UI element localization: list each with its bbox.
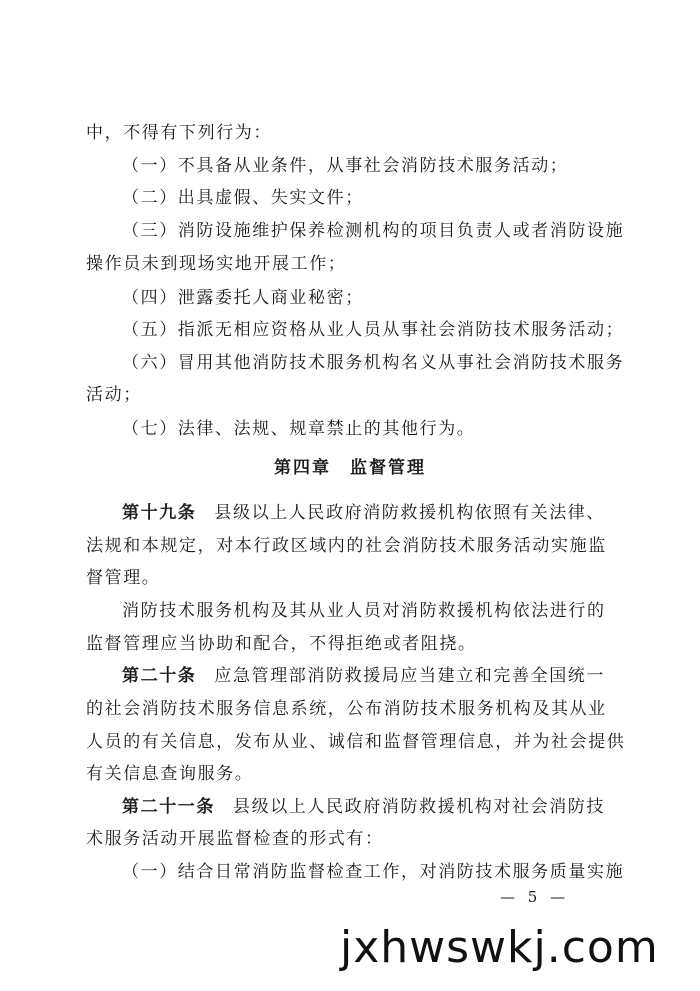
page-number: — 5 — (500, 888, 570, 906)
article-text: 应急管理部消防救援局应当建立和完善全国统一 (214, 666, 606, 686)
text-line: 活动； (86, 385, 142, 405)
text-line: 人员的有关信息，发布从业、诚信和监督管理信息，并为社会提供 (86, 732, 626, 752)
text-line: 操作员未到现场实地开展工作； (86, 254, 347, 274)
article-label: 第二十条 (122, 666, 197, 686)
text-line: 监督管理应当协助和配合，不得拒绝或者阻挠。 (86, 634, 477, 654)
list-item: （五）指派无相应资格从业人员从事社会消防技术服务活动； (122, 320, 625, 340)
list-item: （二）出具虚假、失实文件； (122, 188, 364, 208)
article-21-first-line (122, 796, 700, 818)
text-line: 法规和本规定，对本行政区域内的社会消防技术服务活动实施监 (86, 536, 607, 556)
list-item: （六）冒用其他消防技术服务机构名义从事社会消防技术服务 (122, 353, 625, 373)
text-line: 消防技术服务机构及其从业人员对消防救援机构依法进行的 (122, 601, 606, 621)
chapter-title: 第四章 监督管理 (274, 458, 426, 478)
text-line: 术服务活动开展监督检查的形式有： (86, 829, 384, 849)
list-item: （七）法律、法规、规章禁止的其他行为。 (122, 419, 476, 439)
article-20-first-line (122, 665, 700, 687)
text-line: 有关信息查询服务。 (86, 764, 254, 784)
article-label: 第十九条 (122, 503, 197, 523)
article-19-first-line (122, 502, 700, 524)
list-item: （一）不具备从业条件，从事社会消防技术服务活动； (122, 156, 569, 176)
article-text: 县级以上人民政府消防救援机构依照有关法律、 (214, 503, 606, 523)
list-item: （四）泄露委托人商业秘密； (122, 288, 364, 308)
list-item: （一）结合日常消防监督检查工作，对消防技术服务质量实施 (122, 862, 625, 882)
article-text: 县级以上人民政府消防救援机构对社会消防技 (233, 797, 605, 817)
article-label: 第二十一条 (122, 797, 215, 817)
text-line: 中，不得有下列行为： (86, 123, 272, 143)
list-item: （三）消防设施维护保养检测机构的项目负责人或者消防设施 (122, 221, 625, 241)
text-line: 督管理。 (86, 568, 161, 588)
text-line: 的社会消防技术服务信息系统，公布消防技术服务机构及其从业 (86, 699, 607, 719)
watermark: jxhwswkj.com (340, 922, 659, 973)
